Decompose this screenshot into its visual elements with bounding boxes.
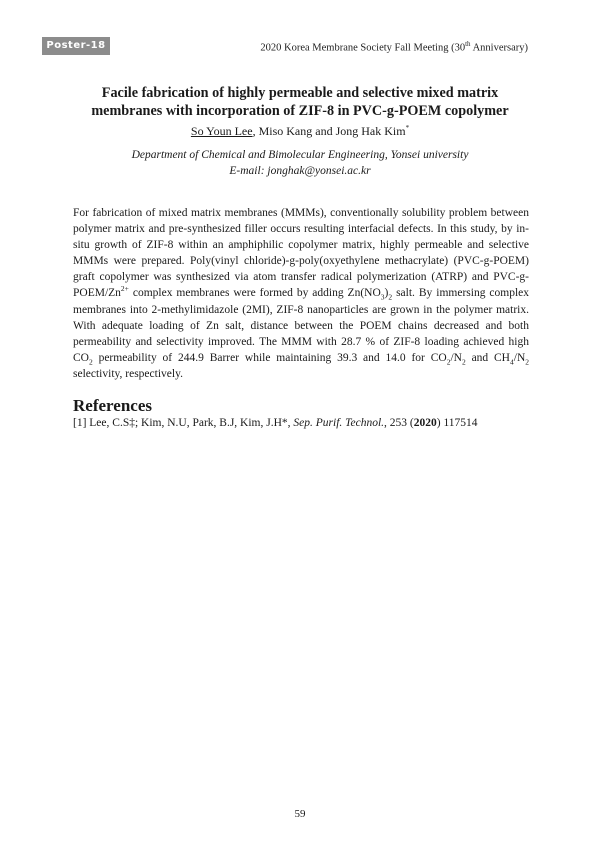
subscript: 2 <box>525 357 529 367</box>
page-number: 59 <box>294 808 306 820</box>
subscript: 2 <box>388 292 393 302</box>
corresponding-author-mark: * <box>405 124 410 132</box>
presenting-author: So Youn Lee <box>190 124 253 138</box>
affiliation: Department of Chemical and Bimolecular Engineering, Yonsei university <box>131 149 469 161</box>
co-authors: , Miso Kang and Jong Hak Kim <box>252 124 406 138</box>
abstract-text: For fabrication of mixed matrix membranes (MMMs), conventionally solubility problem between polymer matrix and pre-synthesized filler occurs resulting interfacial defects. In this study, by in-situ growth of ZIF-8 within an amphiphilic copolymer matrix, highly permeable and selective MMMs were prepared. Poly(vinyl chloride)-g-poly(oxyethylene methacrylate) (PVC-g-POEM) graft copolymer was synthesized via atom transfer radical polymerization (ATRP) and PVC-g-POEM/Zn <box>73 207 529 300</box>
reference-pages: ) 117514 <box>436 417 478 429</box>
references-heading: References <box>73 396 152 415</box>
subscript: 2 <box>88 357 93 367</box>
title-line-1: Facile fabrication of highly permeable and selective mixed matrix <box>101 85 499 101</box>
subscript: 3 <box>380 292 385 302</box>
meeting-header <box>260 40 528 54</box>
subscript: 2 <box>446 357 451 367</box>
meeting-ordinal-suffix: th <box>465 40 471 48</box>
subscript: 2 <box>461 357 466 367</box>
abstract-body <box>73 205 529 382</box>
abstract-text: permeability of 244.9 Barrer while maintaining 39.3 and 14.0 for CO <box>92 351 447 364</box>
zn-charge: 2+ <box>120 284 129 294</box>
title-line-2: membranes with incorporation of ZIF-8 in PVC-g-POEM copolymer <box>91 103 509 119</box>
abstract-text: /N <box>450 351 462 364</box>
abstract-text: selectivity, respectively. <box>73 367 183 380</box>
reference-volume: , 253 ( <box>384 417 414 429</box>
abstract-text: salt. By immersing complex membranes into 2-methylimidazole (2MI), ZIF-8 nanoparticles are grown in the polymer matrix. With adequate loading of Zn salt, distance between the POEM chains decreased and both permeability and selectivity improved. The MMM with 28.7 % of ZIF-8 loading achieved high CO <box>73 287 530 364</box>
email: E-mail: jonghak@yonsei.ac.kr <box>229 165 371 177</box>
meeting-name-end: Anniversary) <box>470 42 528 54</box>
author-list <box>60 124 540 139</box>
poster-badge: Poster-18 <box>42 37 110 55</box>
subscript: 4 <box>510 357 514 367</box>
abstract-text: /N <box>513 351 526 364</box>
abstract-text: and CH <box>465 351 510 364</box>
abstract-text: complex membranes were formed by adding Zn(NO <box>128 287 381 300</box>
reference-year: 2020 <box>413 417 437 429</box>
paper-title <box>60 84 540 120</box>
affiliation-block <box>60 147 540 179</box>
abstract-text: ) <box>384 287 389 300</box>
reference-item <box>73 415 533 431</box>
reference-authors: [1] Lee, C.S‡; Kim, N.U, Park, B.J, Kim, J.H*, <box>73 417 294 429</box>
reference-journal: Sep. Purif. Technol. <box>293 417 385 429</box>
meeting-name: 2020 Korea Membrane Society Fall Meeting (30 <box>260 42 466 54</box>
